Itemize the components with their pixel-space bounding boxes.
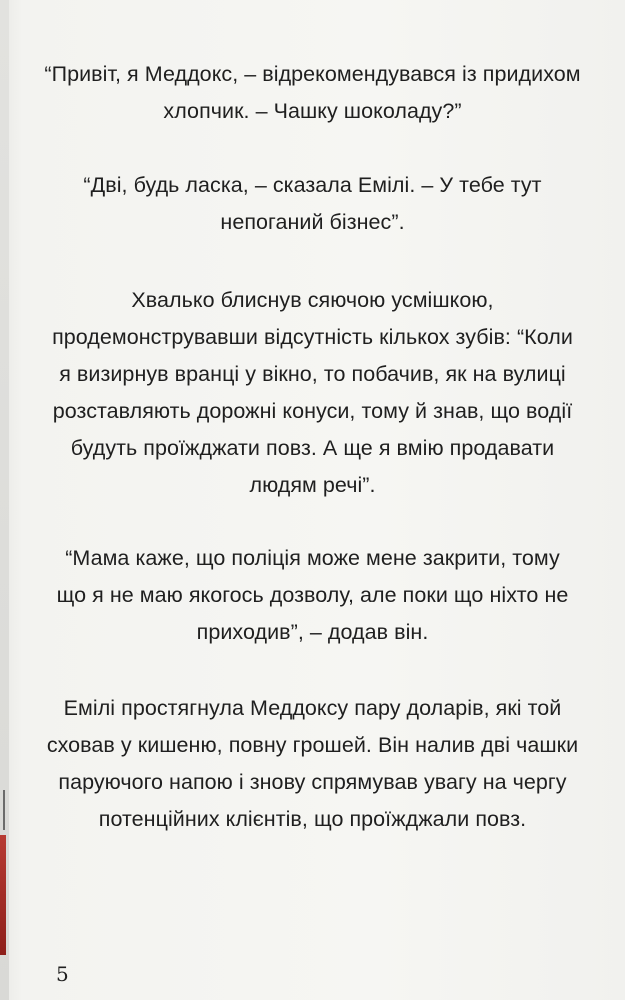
page-number: 5 (56, 962, 69, 986)
paragraph-line: паруючого напою і знову спрямував увагу на чергу (58, 770, 567, 794)
paragraph-line: “Мама каже, що поліція може мене закрити, тому (65, 546, 560, 570)
paragraph-5 (0, 690, 625, 838)
paragraph-line: “Дві, будь ласка, – сказала Емілі. – У тебе тут (83, 173, 542, 197)
paragraph-line: хлопчик. – Чашку шоколаду?” (163, 99, 462, 123)
paragraph-line: що я не маю якогось дозволу, але поки що ніхто не (56, 583, 569, 607)
paragraph-line: продемонструвавши відсутність кількох зубів: “Коли (52, 325, 573, 349)
paragraph-line: Емілі простягнула Меддоксу пару доларів, які той (63, 696, 562, 720)
paragraph-1 (0, 56, 625, 130)
paragraph-line: розставляють дорожні конуси, тому й знав, що водії (52, 399, 573, 423)
paragraph-2 (0, 167, 625, 241)
paragraph-4 (0, 540, 625, 651)
paragraph-line: непоганий бізнес”. (220, 210, 405, 234)
paragraph-line: “Привіт, я Меддокс, – відрекомендувався із придихом (44, 62, 581, 86)
paragraph-line: будуть проїжджати повз. А ще я вмію продавати (70, 436, 555, 460)
binding-color-mark (0, 835, 6, 955)
paragraph-line: я визирнув вранці у вікно, то побачив, як на вулиці (59, 362, 566, 386)
paragraph-line: Хвалько блиснув сяючою усмішкою, (131, 288, 494, 312)
paragraph-line: потенційних клієнтів, що проїжджали повз. (98, 807, 527, 831)
paragraph-line: сховав у кишеню, повну грошей. Він налив дві чашки (46, 733, 579, 757)
paragraph-line: людям речі”. (249, 473, 376, 497)
paragraph-3 (0, 282, 625, 504)
paragraph-line: приходив”, – додав він. (196, 620, 429, 644)
